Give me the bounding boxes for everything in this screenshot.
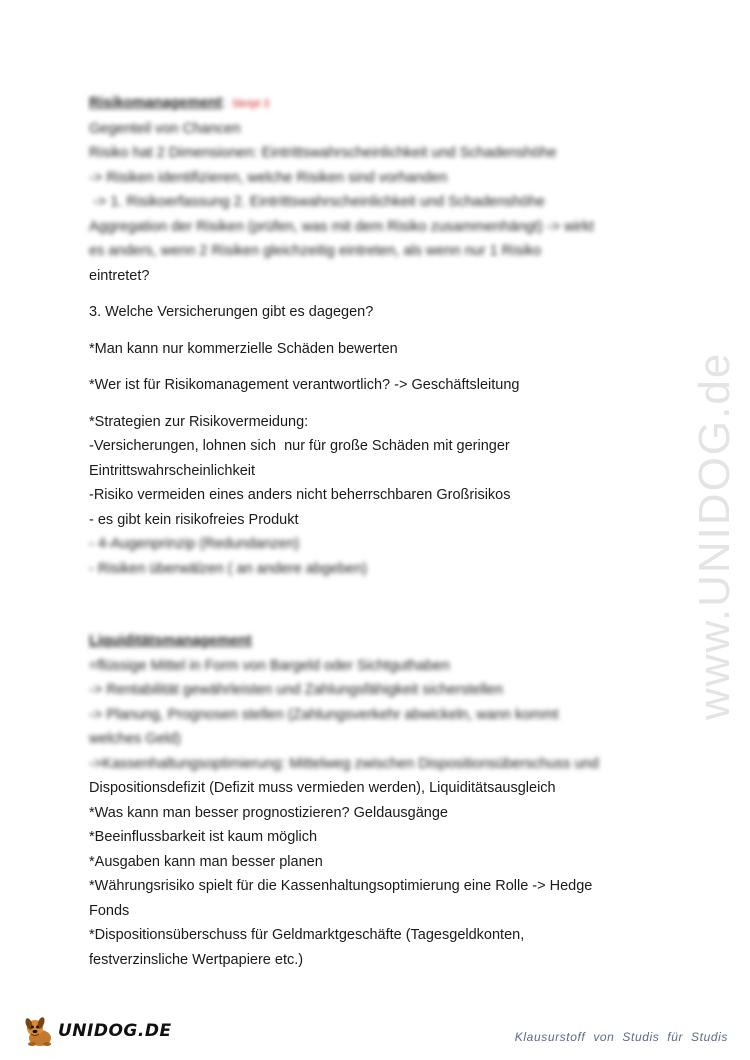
footer-slogan — [515, 1030, 728, 1044]
text-line: *Strategien zur Risikovermeidung: — [89, 413, 309, 430]
text-line: eintretet? — [89, 267, 150, 284]
text-line: festverzinsliche Wertpapiere etc.) — [89, 951, 304, 968]
text-line: *Man kann nur kommerzielle Schäden bewerten — [89, 340, 398, 357]
document-content — [89, 91, 664, 972]
slogan-word: Studis — [622, 1030, 660, 1044]
text-line: Fonds — [89, 902, 130, 919]
section-heading-risikomanagement — [89, 91, 664, 117]
dog-mascot-icon — [22, 1014, 56, 1048]
heading-text: Liquiditätsmanagement — [89, 633, 252, 649]
slogan-word: Klausurstoff — [514, 1030, 586, 1044]
text-line: *Beeinflussbarkeit ist kaum möglich — [89, 829, 318, 845]
text-line: Dispositionsdefizit (Defizit muss vermieden werden), Liquiditätsausgleich — [89, 780, 556, 796]
slogan-word: für — [667, 1030, 684, 1044]
text-line: -Versicherungen, lohnen sich nur für große Schäden mit geringer — [89, 438, 510, 454]
text-line: *Wer ist für Risikomanagement verantwortlich? -> Geschäftsleitung — [89, 377, 520, 393]
heading-text: Risikomanagement — [89, 95, 222, 111]
text-line: *Währungsrisiko spielt für die Kassenhaltungsoptimierung eine Rolle -> Hedge — [89, 878, 593, 894]
text-line: 3. Welche Versicherungen gibt es dagegen? — [89, 304, 374, 320]
slogan-word: von — [593, 1030, 615, 1044]
text-line: - es gibt kein risikofreies Produkt — [89, 511, 299, 528]
slogan-word: Studis — [691, 1030, 728, 1044]
text-line: *Ausgaben kann man besser planen — [89, 853, 323, 870]
logo-text: UNIDOG.DE — [58, 1021, 172, 1041]
unidog-logo[interactable] — [22, 1014, 172, 1048]
section-heading-liquiditaetsmanagement — [89, 629, 664, 654]
text-line: *Dispositionsüberschuss für Geldmarktgeschäfte (Tagesgeldkonten, — [89, 927, 525, 943]
script-reference: Skript 3 — [232, 98, 270, 110]
text-line: Risiko hat 2 Dimensionen: Eintrittswahrscheinlichkeit und Schadenshöhe — [89, 145, 557, 161]
text-line: -Risiko vermeiden eines anders nicht beherrschbaren Großrisikos — [89, 487, 511, 503]
text-line: Aggregation der Risiken (prüfen, was mit dem Risiko zusammenhängt) -> wirkt — [89, 218, 594, 235]
text-line: Gegenteil von Chancen — [89, 120, 241, 137]
text-line: -> Planung, Prognosen stellen (Zahlungsverkehr abwickeln, wann kommt — [89, 706, 559, 723]
text-line: =flüssige Mittel in Form von Bargeld oder Sichtguthaben — [89, 657, 450, 674]
heading-colon: : — [221, 95, 226, 111]
text-line: Eintrittswahrscheinlichkeit — [89, 462, 256, 479]
text-line: -> Risiken identifizieren, welche Risiken sind vorhanden — [89, 169, 448, 186]
text-line: es anders, wenn 2 Risiken gleichzeitig eintreten, als wenn nur 1 Risiko — [89, 243, 542, 259]
watermark: www.UNIDOG.de — [690, 351, 739, 720]
text-line: -> 1. Risikoerfassung 2. Eintrittswahrscheinlichkeit und Schadenshöhe — [89, 194, 545, 210]
text-line: - 4-Augenprinzip (Redundanzen) — [89, 536, 300, 552]
text-line: - Risiken überwälzen ( an andere abgeben) — [89, 560, 368, 577]
text-line: -> Rentabilität gewährleisten und Zahlungsfähigkeit sicherstellen — [89, 682, 503, 698]
text-line: ->Kassenhaltungsoptimierung: Mittelweg zwischen Dispositionsüberschuss und — [89, 755, 599, 772]
text-line: *Was kann man besser prognostizieren? Geldausgänge — [89, 804, 448, 821]
text-line: welches Geld) — [89, 731, 181, 747]
